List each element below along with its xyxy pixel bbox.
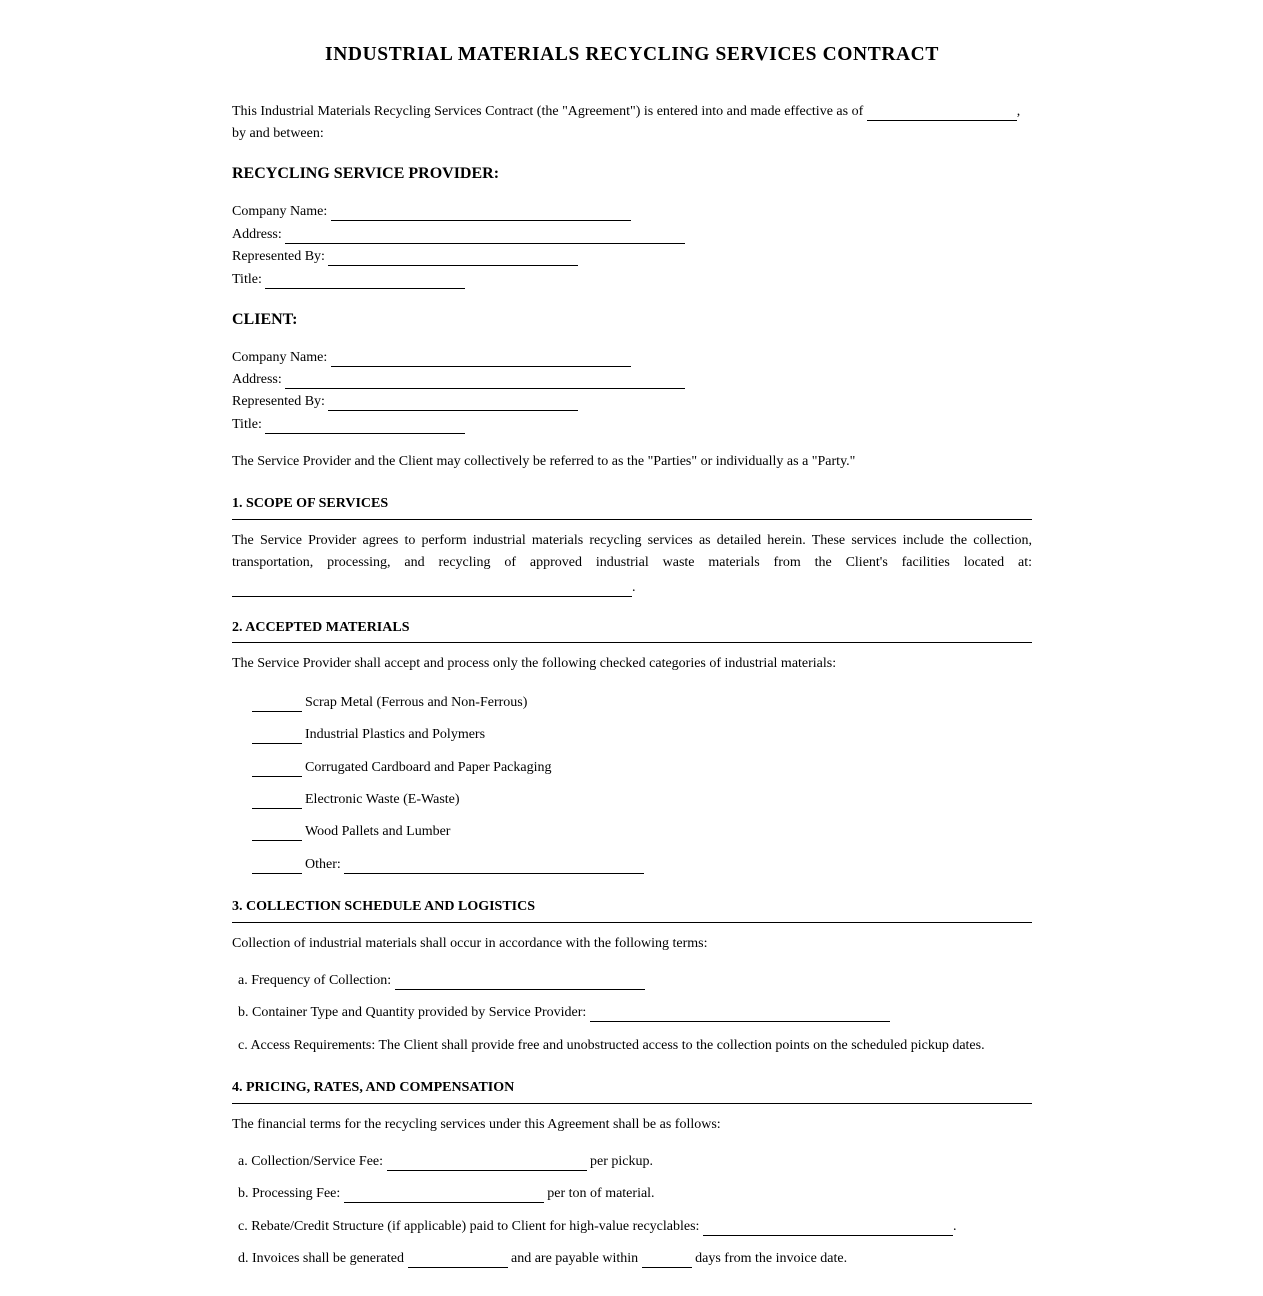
processing-fee-label: b. Processing Fee: [238, 1186, 341, 1201]
invoice-suffix: days from the invoice date. [695, 1251, 848, 1266]
collection-frequency-field[interactable] [395, 972, 645, 990]
section-3-heading: 3. COLLECTION SCHEDULE AND LOGISTICS [232, 899, 536, 914]
material-item [252, 759, 551, 777]
intro-line-2: by and between: [232, 126, 324, 141]
provider-heading: RECYCLING SERVICE PROVIDER: [232, 165, 500, 182]
collection-frequency-row [238, 972, 645, 990]
section-1-rule [232, 519, 1032, 520]
material-check-field[interactable] [252, 856, 302, 874]
intro-text: This Industrial Materials Recycling Services Contract (the "Agreement") is entered into and made effective as of [232, 104, 864, 119]
processing-fee-field[interactable] [344, 1185, 544, 1203]
material-check-field[interactable] [252, 694, 302, 712]
material-item-other [252, 856, 644, 874]
payment-days-field[interactable] [642, 1250, 692, 1268]
provider-company-field[interactable] [331, 203, 631, 221]
material-check-field[interactable] [252, 726, 302, 744]
provider-address-label: Address: [232, 227, 282, 242]
section-2-heading: 2. ACCEPTED MATERIALS [232, 620, 410, 635]
material-item [252, 791, 460, 809]
material-check-field[interactable] [252, 759, 302, 777]
provider-title-row [232, 271, 465, 289]
intro-line-1 [232, 103, 1020, 121]
material-label: Scrap Metal (Ferrous and Non-Ferrous) [305, 695, 528, 710]
material-item [252, 823, 450, 841]
client-rep-field[interactable] [328, 393, 578, 411]
invoice-label: d. Invoices shall be generated [238, 1251, 404, 1266]
service-fee-suffix: per pickup. [590, 1154, 653, 1169]
processing-fee-row [238, 1185, 655, 1203]
container-type-label: b. Container Type and Quantity provided by Service Provider: [238, 1005, 587, 1020]
client-company-field[interactable] [331, 349, 631, 367]
material-check-field[interactable] [252, 791, 302, 809]
client-company-label: Company Name: [232, 350, 328, 365]
provider-title-field[interactable] [265, 271, 465, 289]
rebate-row [238, 1218, 956, 1236]
service-fee-field[interactable] [387, 1153, 587, 1171]
section-3-intro: Collection of industrial materials shall occur in accordance with the following terms: [232, 936, 708, 951]
rebate-period: . [952, 1219, 957, 1234]
client-title-label: Title: [232, 417, 262, 432]
client-address-field[interactable] [285, 371, 685, 389]
processing-fee-suffix: per ton of material. [547, 1186, 655, 1201]
access-requirements-text: c. Access Requirements: The Client shall provide free and unobstructed access to the collection points on the scheduled pickup dates. [238, 1038, 985, 1053]
material-label: Other: [305, 857, 341, 872]
section-2-intro: The Service Provider shall accept and process only the following checked categories of industrial materials: [232, 656, 837, 671]
provider-rep-label: Represented By: [232, 249, 325, 264]
service-fee-row [238, 1153, 653, 1171]
invoice-terms-row [238, 1250, 847, 1268]
collection-frequency-label: a. Frequency of Collection: [238, 973, 392, 988]
facility-location-field[interactable] [232, 579, 632, 597]
container-type-field[interactable] [590, 1004, 890, 1022]
invoice-mid-text: and are payable within [511, 1251, 639, 1266]
service-fee-label: a. Collection/Service Fee: [238, 1154, 384, 1169]
provider-rep-row [232, 248, 578, 266]
section-2-rule [232, 642, 1032, 643]
provider-address-row [232, 226, 685, 244]
section-1-line-2: transportation, processing, and recycling of approved industrial waste materials from the Client's facilities located at: [232, 555, 1032, 570]
section-4-rule [232, 1103, 1032, 1104]
other-material-field[interactable] [344, 856, 644, 874]
document-title: INDUSTRIAL MATERIALS RECYCLING SERVICES CONTRACT [325, 44, 939, 65]
effective-date-field[interactable] [867, 103, 1017, 121]
section-4-intro: The financial terms for the recycling services under this Agreement shall be as follows: [232, 1117, 721, 1132]
client-title-field[interactable] [265, 416, 465, 434]
material-item [252, 694, 527, 712]
client-company-row [232, 349, 631, 367]
client-address-label: Address: [232, 372, 282, 387]
provider-title-label: Title: [232, 272, 262, 287]
material-label: Corrugated Cardboard and Paper Packaging [305, 760, 552, 775]
material-item [252, 726, 485, 744]
client-address-row [232, 371, 685, 389]
material-label: Industrial Plastics and Polymers [305, 727, 486, 742]
material-label: Electronic Waste (E-Waste) [305, 792, 460, 807]
client-rep-row [232, 393, 578, 411]
rebate-field[interactable] [703, 1218, 953, 1236]
parties-text: The Service Provider and the Client may collectively be referred to as the "Parties" or individually as a "Party." [232, 454, 856, 469]
client-rep-label: Represented By: [232, 394, 325, 409]
section-4-heading: 4. PRICING, RATES, AND COMPENSATION [232, 1080, 515, 1095]
container-type-row [238, 1004, 890, 1022]
material-label: Wood Pallets and Lumber [305, 824, 451, 839]
section-3-rule [232, 922, 1032, 923]
material-check-field[interactable] [252, 823, 302, 841]
client-title-row [232, 416, 465, 434]
client-heading: CLIENT: [232, 311, 298, 328]
section-1-line-1: The Service Provider agrees to perform industrial materials recycling services as detailed herein. These services include the collection, [232, 533, 1032, 548]
facility-location-row [232, 579, 636, 597]
provider-rep-field[interactable] [328, 248, 578, 266]
section-1-period: . [632, 580, 636, 595]
provider-company-label: Company Name: [232, 204, 328, 219]
section-1-heading: 1. SCOPE OF SERVICES [232, 496, 389, 511]
provider-address-field[interactable] [285, 226, 685, 244]
intro-comma: , [1016, 104, 1021, 119]
rebate-label: c. Rebate/Credit Structure (if applicable) paid to Client for high-value recyclables: [238, 1219, 700, 1234]
invoice-schedule-field[interactable] [408, 1250, 508, 1268]
provider-company-row [232, 203, 631, 221]
